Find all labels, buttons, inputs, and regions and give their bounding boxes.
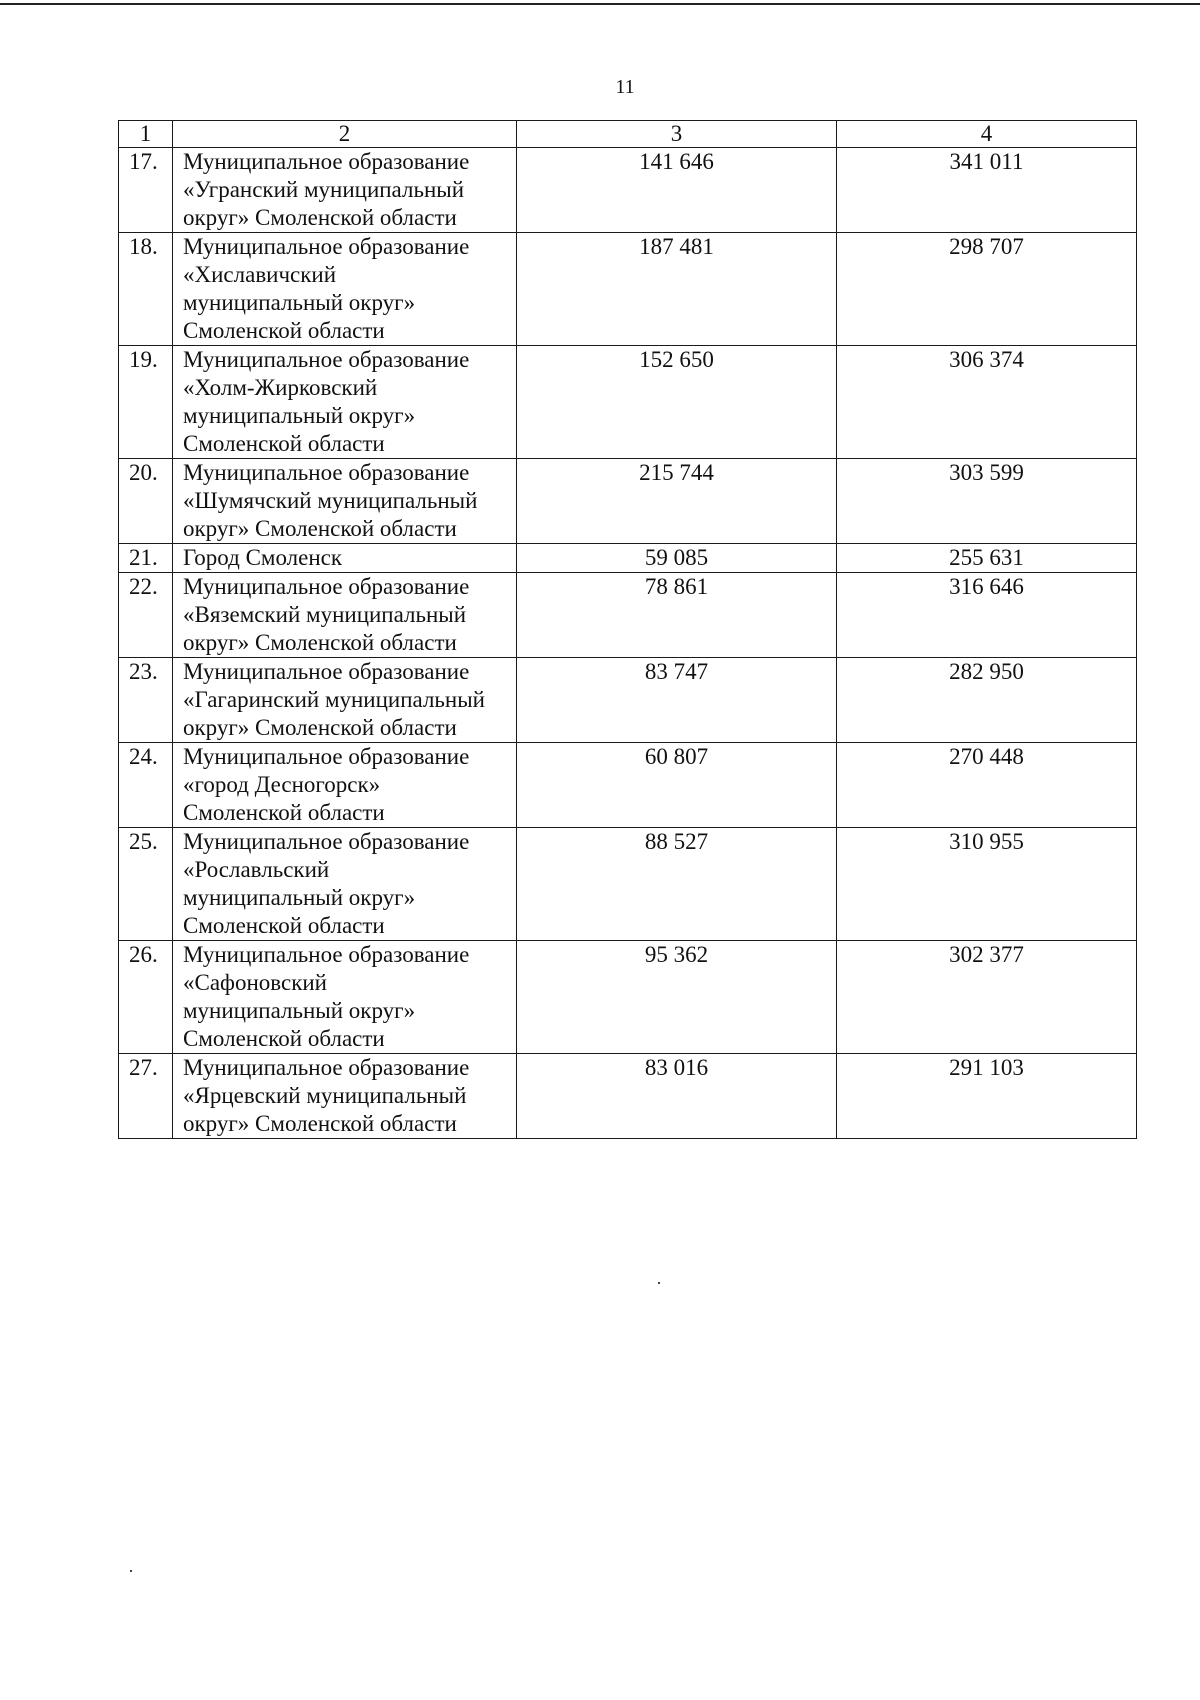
municipality-name-line: «Рославльский (183, 857, 330, 882)
top-border-line (0, 3, 1200, 5)
municipality-name-line: Муниципальное образование (183, 744, 470, 769)
municipality-name-line: Муниципальное образование (183, 347, 470, 372)
header-cell-3: 3 (517, 121, 837, 148)
municipality-name-line: Смоленской области (183, 1026, 385, 1051)
value-cell-col4: 303 599 (837, 459, 1137, 544)
municipality-name-line: «Угранский муниципальный (183, 177, 465, 202)
municipality-name-line: округ» Смоленской области (183, 516, 457, 541)
table-row (119, 743, 1137, 828)
municipality-name-line: «Хиславичский (183, 262, 337, 287)
header-cell-1: 1 (119, 121, 173, 148)
value-cell-col4: 291 103 (837, 1054, 1137, 1139)
municipality-name-line: Муниципальное образование (183, 149, 470, 174)
value-cell-col4: 270 448 (837, 743, 1137, 828)
municipality-name-line: округ» Смоленской области (183, 205, 457, 230)
municipality-name-line: муниципальный округ» (183, 998, 416, 1023)
value-cell-col4: 306 374 (837, 346, 1137, 459)
municipality-name-cell (173, 346, 517, 459)
value-cell-col3: 60 807 (517, 743, 837, 828)
municipality-name-line: Город Смоленск (183, 545, 343, 570)
row-number-cell: 19. (119, 346, 173, 459)
municipality-name-line: округ» Смоленской области (183, 630, 457, 655)
municipality-name-line: Муниципальное образование (183, 234, 470, 259)
value-cell-col4: 302 377 (837, 941, 1137, 1054)
value-cell-col4: 255 631 (837, 544, 1137, 573)
table-row (119, 573, 1137, 658)
municipality-name-line: «Сафоновский (183, 970, 327, 995)
municipality-name-line: «Вяземский муниципальный (183, 602, 467, 627)
table-row (119, 346, 1137, 459)
row-number-cell: 23. (119, 658, 173, 743)
page-number: 11 (615, 76, 635, 98)
municipality-name-line: Смоленской области (183, 318, 385, 343)
municipality-name-cell (173, 573, 517, 658)
value-cell-col4: 316 646 (837, 573, 1137, 658)
table-row (119, 148, 1137, 233)
municipality-name-line: Муниципальное образование (183, 460, 470, 485)
municipality-name-cell (173, 1054, 517, 1139)
municipality-name-cell (173, 941, 517, 1054)
table-row (119, 459, 1137, 544)
value-cell-col3: 141 646 (517, 148, 837, 233)
table-row (119, 828, 1137, 941)
value-cell-col3: 88 527 (517, 828, 837, 941)
scan-speck (658, 1282, 660, 1284)
value-cell-col3: 95 362 (517, 941, 837, 1054)
row-number-cell: 20. (119, 459, 173, 544)
table-row (119, 233, 1137, 346)
municipality-name-line: Муниципальное образование (183, 574, 470, 599)
municipality-name-line: «Шумячский муниципальный (183, 488, 478, 513)
municipality-name-line: округ» Смоленской области (183, 1111, 457, 1136)
municipality-name-line: муниципальный округ» (183, 885, 416, 910)
value-cell-col3: 187 481 (517, 233, 837, 346)
data-table (118, 120, 1137, 1139)
municipality-name-line: Муниципальное образование (183, 659, 470, 684)
municipality-name-line: «Ярцевский муниципальный (183, 1083, 467, 1108)
municipality-name-line: Смоленской области (183, 431, 385, 456)
row-number-cell: 24. (119, 743, 173, 828)
table-row (119, 544, 1137, 573)
municipality-name-cell (173, 459, 517, 544)
municipality-name-cell (173, 233, 517, 346)
value-cell-col4: 282 950 (837, 658, 1137, 743)
table-body (119, 121, 1137, 1139)
row-number-cell: 25. (119, 828, 173, 941)
municipality-name-line: Муниципальное образование (183, 1055, 470, 1080)
municipality-name-line: округ» Смоленской области (183, 715, 457, 740)
municipality-name-line: муниципальный округ» (183, 290, 416, 315)
municipality-name-line: Смоленской области (183, 800, 385, 825)
row-number-cell: 26. (119, 941, 173, 1054)
row-number-cell: 18. (119, 233, 173, 346)
municipality-name-cell (173, 658, 517, 743)
table-row (119, 658, 1137, 743)
table-row (119, 941, 1137, 1054)
row-number-cell: 21. (119, 544, 173, 573)
municipality-name-cell (173, 148, 517, 233)
header-cell-2: 2 (173, 121, 517, 148)
row-number-cell: 22. (119, 573, 173, 658)
municipality-name-line: «Холм-Жирковский (183, 375, 378, 400)
row-number-cell: 27. (119, 1054, 173, 1139)
row-number-cell: 17. (119, 148, 173, 233)
municipality-name-line: «Гагаринский муниципальный (183, 687, 485, 712)
municipality-name-cell (173, 743, 517, 828)
value-cell-col3: 152 650 (517, 346, 837, 459)
municipality-name-cell (173, 828, 517, 941)
value-cell-col3: 83 016 (517, 1054, 837, 1139)
value-cell-col4: 298 707 (837, 233, 1137, 346)
municipality-name-line: Муниципальное образование (183, 829, 470, 854)
table-header-row (119, 121, 1137, 148)
value-cell-col3: 78 861 (517, 573, 837, 658)
municipality-name-line: Муниципальное образование (183, 942, 470, 967)
header-cell-4: 4 (837, 121, 1137, 148)
municipality-name-line: Смоленской области (183, 913, 385, 938)
value-cell-col4: 310 955 (837, 828, 1137, 941)
municipality-name-line: муниципальный округ» (183, 403, 416, 428)
municipality-name-line: «город Десногорск» (183, 772, 381, 797)
value-cell-col3: 83 747 (517, 658, 837, 743)
value-cell-col4: 341 011 (837, 148, 1137, 233)
table-row (119, 1054, 1137, 1139)
value-cell-col3: 215 744 (517, 459, 837, 544)
value-cell-col3: 59 085 (517, 544, 837, 573)
scan-speck (130, 1570, 132, 1572)
municipality-name-cell (173, 544, 517, 573)
